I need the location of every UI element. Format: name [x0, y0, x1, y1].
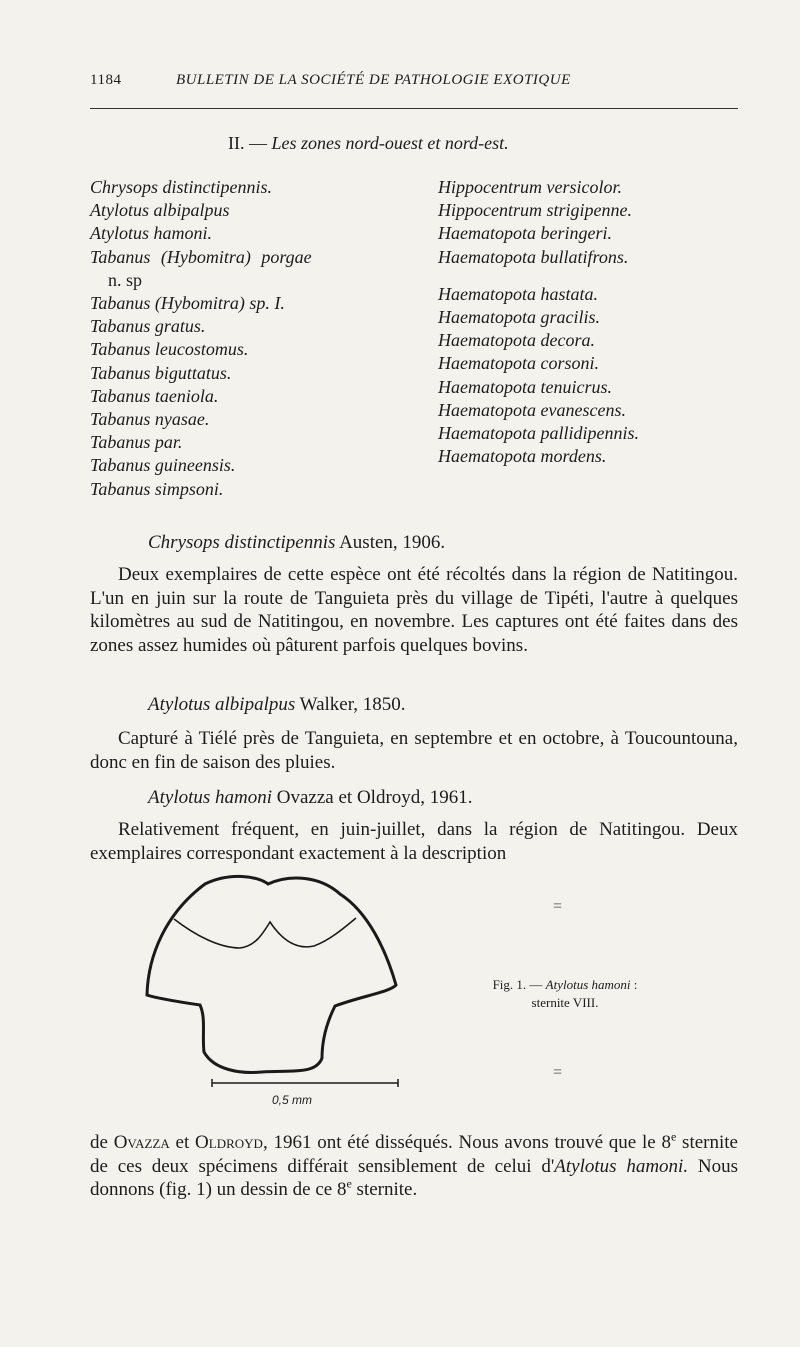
entry-paragraph: Capturé à Tiélé près de Tanguieta, en septembre et en octobre, à Toucountouna, donc en fin de saison des pluies. — [90, 728, 738, 773]
entry-authority: Ovazza et Oldroyd, 1961. — [276, 787, 473, 808]
species-item: Atylotus hamoni. — [90, 223, 212, 244]
species-item: Tabanus nyasae. — [90, 409, 210, 430]
species-item: Tabanus par. — [90, 432, 183, 453]
entry-authority: Walker, 1850. — [299, 694, 406, 715]
closing-text: de — [90, 1132, 114, 1153]
entry-paragraph: Relativement fréquent, en juin-juillet, dans la région de Natitingou. Deux exemplaires correspondant exactement à la description — [90, 819, 738, 864]
closing-text: et — [169, 1132, 196, 1153]
species-item: Haematopota mordens. — [438, 446, 607, 467]
species-item: n. sp — [108, 269, 143, 290]
species-item: Hippocentrum strigipenne. — [438, 200, 632, 221]
journal-title: BULLETIN DE LA SOCIÉTÉ DE PATHOLOGIE EXOTIQUE — [176, 72, 571, 88]
superscript: e — [346, 1176, 352, 1191]
author-name: Ovazza — [113, 1132, 170, 1153]
species-item: Haematopota beringeri. — [438, 223, 612, 244]
closing-text: sternite de ces deux spécimens différait sensiblement de celui d' — [90, 1132, 738, 1177]
species-item: Tabanus simpsoni. — [90, 478, 224, 499]
closing-text: sternite. — [351, 1179, 418, 1201]
closing-species: Atylotus hamoni. — [554, 1155, 689, 1177]
figure-caption — [455, 976, 675, 1012]
species-item: Tabanus (Hybomitra) sp. I. — [90, 293, 285, 314]
species-item: Haematopota pallidipennis. — [438, 423, 639, 444]
species-item: Haematopota bullatifrons. — [438, 246, 629, 267]
entry-species-name: Atylotus hamoni — [148, 787, 273, 808]
species-item: Hippocentrum versicolor. — [438, 177, 622, 197]
species-item: Haematopota hastata. — [438, 283, 598, 304]
species-item: Atylotus albipalpus — [90, 200, 230, 221]
species-item: Haematopota decora. — [438, 330, 595, 351]
species-item: Tabanus (Hybomitra) porgae — [90, 246, 312, 267]
section-numeral: II. — — [228, 133, 267, 153]
species-item: Tabanus gratus. — [90, 316, 206, 337]
entry-species-name: Chrysops distinctipennis — [148, 532, 336, 553]
species-item: Tabanus guineensis. — [90, 455, 236, 476]
species-item: Tabanus biguttatus. — [90, 362, 232, 383]
sternite-outline — [147, 876, 396, 1072]
species-item: Haematopota evanescens. — [438, 399, 626, 420]
closing-text: Nous donnons (fig. 1) un dessin de ce 8 — [90, 1155, 738, 1201]
sternite-inner-curve — [174, 918, 356, 948]
species-item: Tabanus leucostomus. — [90, 339, 249, 360]
species-item: Tabanus taeniola. — [90, 385, 219, 406]
caption-species: Atylotus hamoni — [545, 977, 631, 992]
scale-label: 0,5 mm — [272, 1093, 313, 1107]
marginal-mark: = — [553, 898, 563, 915]
entry-species-name: Atylotus albipalpus — [148, 694, 296, 715]
species-item: Haematopota tenuicrus. — [438, 376, 612, 397]
page-number: 1184 — [90, 72, 122, 88]
species-item: Haematopota gracilis. — [438, 307, 600, 328]
author-name: Oldroyd — [195, 1132, 263, 1153]
closing-text: , 1961 ont été disséqués. Nous avons trouvé que le 8 — [262, 1132, 671, 1153]
species-item: Chrysops distinctipennis. — [90, 177, 273, 197]
marginal-mark: = — [553, 1064, 563, 1081]
caption-suffix: : — [633, 977, 638, 992]
entry-authority: Austen, 1906. — [339, 532, 446, 553]
caption-prefix: Fig. 1. — — [492, 977, 543, 992]
closing-paragraph — [90, 1131, 738, 1202]
caption-line2: sternite VIII. — [531, 995, 599, 1010]
species-item: Haematopota corsoni. — [438, 353, 599, 374]
entry-paragraph: Deux exemplaires de cette espèce ont été récoltés dans la région de Natitingou. L'un en juin sur la route de Tanguieta près du village de Tipéti, l'autre à quelques kilomètres au sud de Natitingou, en novembre. Les captures ont été faites dans des zones assez humides où pâturent parfois quelques bovins. — [90, 564, 738, 656]
superscript: e — [670, 1129, 677, 1144]
section-heading: Les zones nord-ouest et nord-est. — [271, 133, 509, 153]
